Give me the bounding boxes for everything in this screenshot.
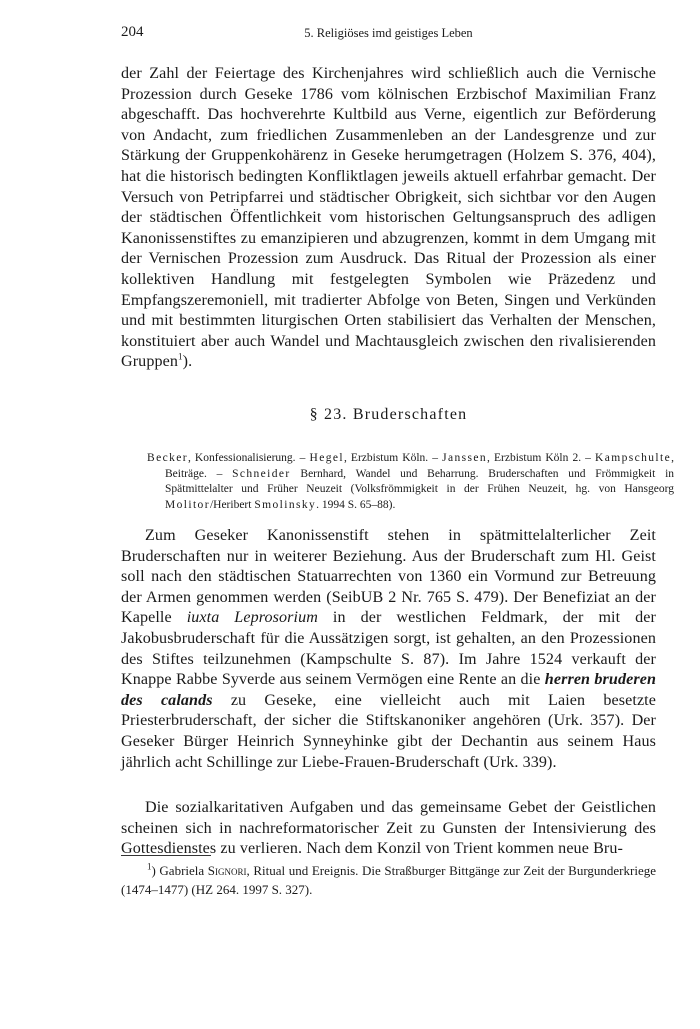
intro-paragraph: der Zahl der Feiertage des Kirchenjahres wird schließlich auch die Vernische Prozession durch Geseke 1786 vom kölnischen Erzbischof Maximilian Franz abgeschafft. Das hochverehrte Kultbild aus Verne, eigentlich zur Beförderung von Andacht, zum friedlichen Zusammenleben an der Landesgrenze und zur Stärkung der Gruppenkohärenz in Geseke herumgetragen (Holzem S. 376, 404), hat die historisch bedingten Konfliktlagen jeweils aktuell erfahrbar gemacht. Der Versuch von Petripfarrei und städtischer Obrigkeit, sich sichtbar vor den Augen der städtischen Öffentlichkeit vom historischen Geltungsanspruch des adligen Kanonissenstiftes zu emanzipieren und abzugrenzen, kommt in dem Umgang mit der Vernischen Prozession zum Ausdruck. Das Ritual der Prozession als einer kollektiven Handlung mit festgelegten Symbolen wie Präzedenz und Empfangszeremoniell, mit tradierter Abfolge von Beten, Singen und Verkünden und mit bestimmten liturgischen Orten stabilisiert das Verhalten der Menschen, konstituiert aber auch Wandel und Machtausgleich zwischen den rivalisierenden Gruppen$^1$). bbox=[121, 65, 656, 371]
footnote: $^1$) Gabriela Signori, Ritual und Ereignis. Die Straßburger Bittgänge zur Zeit der Burgunderkriege (1474–1477) (HZ 264. 1997 S. 327). bbox=[121, 861, 656, 897]
running-head: 5. Religiöses imd geistiges Leben bbox=[304, 26, 473, 40]
author-name: Signori bbox=[207, 863, 247, 878]
author-name: Janssen bbox=[442, 452, 488, 464]
section-title: § 23. Bruderschaften bbox=[309, 406, 468, 423]
literature-list: Becker, Konfessionalisierung. – Hegel, Erzbistum Köln. – Janssen, Erzbistum Köln 2. – Kampschulte, Beiträge. – Schneider Bernhard, Wandel und Beharrung. Bruderschaften und Frömmigkeit in Spätmittelalter und Früher Neuzeit (Volksfrömmigkeit in der Frühen Neuzeit, hg. von Hansgeorg Molitor/Heribert Smolinsky. 1994 S. 65–88). bbox=[147, 452, 675, 511]
latin-term: iuxta Leprosorium bbox=[186, 609, 318, 627]
footnote-reference: 1 bbox=[178, 351, 183, 362]
author-name: Kampschulte bbox=[595, 452, 672, 464]
footnote-mark: 1 bbox=[147, 861, 152, 872]
quoted-term: herren bruderen des calands bbox=[121, 671, 657, 709]
body-paragraph: Die sozialkaritativen Aufgaben und das gemeinsame Gebet der Geistlichen scheinen sich in nachreformatorischer Zeit zu Gunsten der Intensivierung des Gottesdienstes zu verlieren. Nach dem Konzil von Trient kommen neue Bru- bbox=[121, 799, 656, 858]
page-number: 204 bbox=[121, 24, 144, 40]
author-name: Schneider bbox=[232, 467, 291, 480]
author-name: Hegel bbox=[309, 452, 344, 464]
author-name: Becker bbox=[147, 452, 188, 464]
body-paragraph: Zum Geseker Kanonissenstift stehen in spätmittelalterlicher Zeit Bruderschaften nur in weiterer Beziehung. Aus der Bruderschaft zum Hl. Geist soll nach den städtischen Statuarrechten von 1360 ein Vormund zur Betreuung der Armen genommen werden (SeibUB 2 Nr. 765 S. 479). Der Benefiziat an der Kapelle iuxta Leprosorium in der westlichen Feldmark, der mit der Jakobusbruderschaft für die Aussätzigen sorgt, ist gehalten, an den Prozessionen des Stiftes teilzunehmen (Kampschulte S. 87). Im Jahre 1524 verkauft der Knappe Rabbe Syverde aus seinem Vermögen eine Rente an die herren bruderen des calands zu Geseke, eine vielleicht auch mit Laien besetzte Priesterbruderschaft, der sicher die Stiftskanoniker angehören (Urk. 357). Der Geseker Bürger Heinrich Synneyhinke gibt der Dechantin aus seinem Haus jährlich acht Schillinge zur Liebe-Frauen-Bruderschaft (Urk. 339). bbox=[121, 527, 657, 771]
footnote-rule bbox=[121, 855, 211, 856]
author-name: Smolinsky bbox=[254, 498, 317, 511]
author-name: Molitor bbox=[165, 498, 210, 511]
